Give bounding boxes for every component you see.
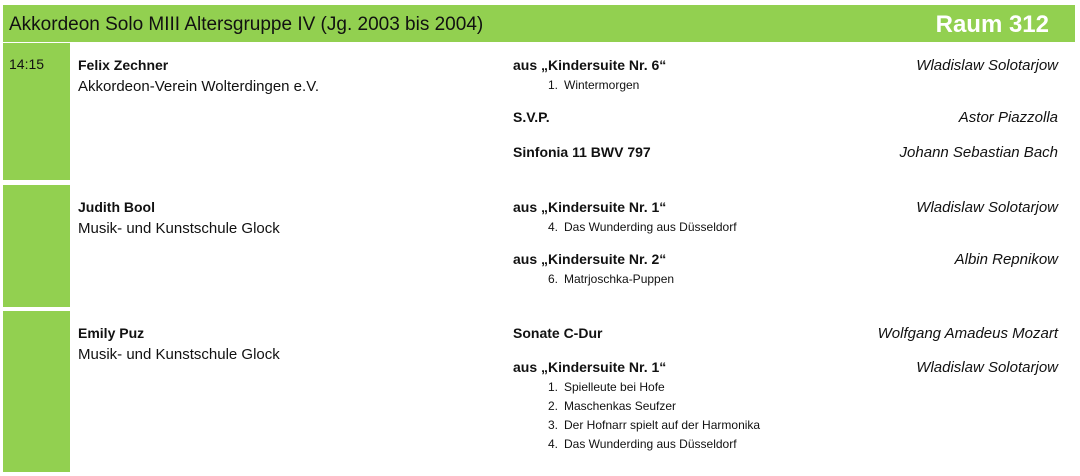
movement-title: Maschenkas Seufzer bbox=[564, 399, 677, 413]
piece-title: Sinfonia 11 BWV 797 bbox=[513, 144, 651, 160]
time-slot: 14:15 bbox=[9, 56, 45, 72]
movement-title: Der Hofnarr spielt auf der Harmonika bbox=[564, 418, 761, 432]
movement-title: Spielleute bei Hofe bbox=[564, 380, 665, 394]
piece-title: Sonate C-Dur bbox=[513, 325, 603, 341]
piece-composer: Astor Piazzolla bbox=[958, 109, 1058, 126]
movement-title: Das Wunderding aus Düsseldorf bbox=[564, 437, 737, 451]
movement-number: 3. bbox=[548, 418, 559, 432]
piece-title: aus „Kindersuite Nr. 1“ bbox=[513, 199, 667, 215]
room-label: Raum 312 bbox=[935, 11, 1049, 38]
schedule-header bbox=[3, 4, 1075, 42]
movement-item bbox=[548, 220, 737, 234]
piece-composer: Johann Sebastian Bach bbox=[899, 144, 1058, 161]
piece-composer: Albin Repnikow bbox=[954, 251, 1058, 268]
movement-title: Wintermorgen bbox=[564, 78, 640, 92]
performance-entry bbox=[3, 43, 1075, 180]
movement-item bbox=[548, 380, 665, 394]
performer-school: Musik- und Kunstschule Glock bbox=[78, 346, 280, 363]
movement-item bbox=[548, 272, 674, 286]
movement-title: Das Wunderding aus Düsseldorf bbox=[564, 220, 737, 234]
performer-school: Akkordeon-Verein Wolterdingen e.V. bbox=[78, 78, 319, 95]
movement-number: 2. bbox=[548, 399, 559, 413]
movement-item bbox=[548, 437, 737, 451]
piece-composer: Wladislaw Solotarjow bbox=[916, 57, 1058, 74]
piece-title: aus „Kindersuite Nr. 1“ bbox=[513, 359, 667, 375]
movement-item bbox=[548, 78, 639, 92]
piece-composer: Wladislaw Solotarjow bbox=[916, 359, 1058, 376]
movement-item bbox=[548, 399, 676, 413]
performer-name: Emily Puz bbox=[78, 325, 145, 341]
movement-number: 6. bbox=[548, 272, 559, 286]
movement-title: Matrjoschka-Puppen bbox=[564, 272, 675, 286]
piece-composer: Wolfgang Amadeus Mozart bbox=[877, 325, 1058, 342]
movement-item bbox=[548, 418, 760, 432]
performance-entry bbox=[3, 311, 1075, 472]
performer-school: Musik- und Kunstschule Glock bbox=[78, 220, 280, 237]
category-title: Akkordeon Solo MIII Altersgruppe IV (Jg. 2003 bis 2004) bbox=[9, 14, 484, 35]
performer-name: Felix Zechner bbox=[78, 57, 169, 73]
performance-entry bbox=[3, 185, 1075, 307]
movement-number: 1. bbox=[548, 380, 559, 394]
piece-composer: Wladislaw Solotarjow bbox=[916, 199, 1058, 216]
movement-number: 1. bbox=[548, 78, 559, 92]
piece-title: aus „Kindersuite Nr. 2“ bbox=[513, 251, 667, 267]
piece-title: S.V.P. bbox=[513, 109, 550, 125]
movement-number: 4. bbox=[548, 220, 559, 234]
piece-title: aus „Kindersuite Nr. 6“ bbox=[513, 57, 667, 73]
performer-name: Judith Bool bbox=[78, 199, 155, 215]
movement-number: 4. bbox=[548, 437, 559, 451]
